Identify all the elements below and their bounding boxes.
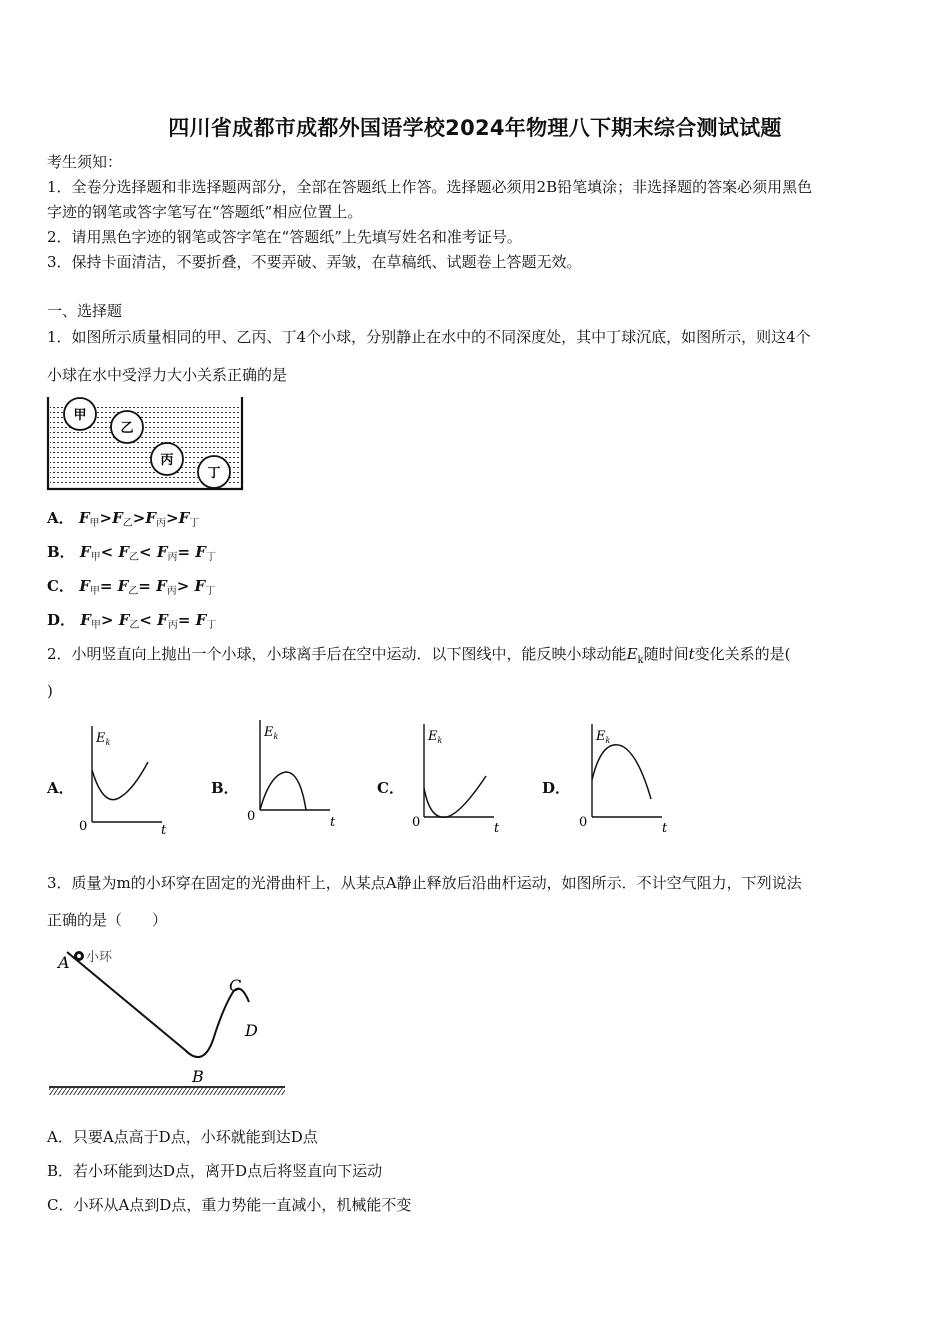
q2-graph-a[interactable] xyxy=(76,722,176,837)
q1-option-d[interactable]: D． $F_甲> F_乙< F_丙= F_丁$ xyxy=(47,611,217,631)
axis-y-label: $E_k$ xyxy=(428,729,443,745)
ball-label: 乙 xyxy=(120,421,134,436)
axis-y-label: $E_k$ xyxy=(96,731,111,747)
ring-label: 小环 xyxy=(86,950,113,965)
q2-graph-c[interactable] xyxy=(408,720,508,835)
section-heading: 一、选择题 xyxy=(47,302,123,320)
ball-label: 甲 xyxy=(73,408,87,423)
q3-curved-rod-figure xyxy=(45,940,295,1100)
axis-x-label: t xyxy=(662,821,668,835)
ground-hatch xyxy=(49,1088,285,1095)
axis-x-label: t xyxy=(330,815,336,830)
q2-stem-line1: 2．小明竖直向上抛出一个小球，小球离手后在空中运动．以下图线中，能反映小球动能$E_k$随时间t变化关系的是( xyxy=(47,645,791,666)
origin-label: 0 xyxy=(579,815,588,830)
ball-label: 丙 xyxy=(160,453,174,468)
q2-option-c-label[interactable]: C． xyxy=(377,779,404,797)
q3-option-c[interactable]: C．小环从A点到D点，重力势能一直减小，机械能不变 xyxy=(47,1196,412,1214)
q1-option-b[interactable]: B． $F_甲< F_乙< F_丙= F_丁$ xyxy=(47,543,216,563)
notice-item: 2．请用黑色字迹的钢笔或答字笔在“答题纸”上先填写姓名和准考证号。 xyxy=(47,228,522,246)
q1-option-a[interactable]: A． $F_甲>F_乙>F_丙>F_丁$ xyxy=(47,509,200,529)
ball-bing xyxy=(151,443,183,475)
point-a-label: A xyxy=(58,953,70,972)
origin-label: 0 xyxy=(412,815,421,830)
point-b-label: B xyxy=(192,1067,204,1086)
notice-heading: 考生须知： xyxy=(47,153,123,171)
axis-y-label: $E_k$ xyxy=(264,725,279,741)
curve-a xyxy=(92,762,148,800)
curve-b xyxy=(260,772,306,810)
curved-rod xyxy=(67,952,249,1057)
axis-y-label: $E_k$ xyxy=(596,729,611,745)
q3-stem-line2: 正确的是（ ） xyxy=(47,911,168,929)
q1-stem-line1: 1．如图所示质量相同的甲、乙丙、丁4个小球，分别静止在水中的不同深度处，其中丁球沉底，如图所示，则这4个 xyxy=(47,328,811,346)
q2-graph-b[interactable] xyxy=(244,716,344,831)
ball-ding xyxy=(198,456,230,488)
ball-jia xyxy=(64,398,96,430)
q1-option-c[interactable]: C． $F_甲= F_乙= F_丙> F_丁$ xyxy=(47,577,216,597)
q2-stem-line2: ) xyxy=(47,682,53,700)
q2-graph-d[interactable] xyxy=(576,720,676,835)
q2-option-a-label[interactable]: A． xyxy=(47,779,74,797)
curve-d xyxy=(592,745,651,799)
axis-x-label: t xyxy=(494,821,500,835)
axis-x-label: t xyxy=(161,823,167,837)
q2-option-b-label[interactable]: B． xyxy=(211,779,239,797)
page-title: 四川省成都市成都外国语学校2024年物理八下期末综合测试试题 xyxy=(168,116,782,140)
q3-option-b[interactable]: B．若小环能到达D点，离开D点后将竖直向下运动 xyxy=(47,1162,383,1180)
q3-option-a[interactable]: A．只要A点高于D点，小环就能到达D点 xyxy=(47,1128,318,1146)
origin-label: 0 xyxy=(247,809,256,824)
origin-label: 0 xyxy=(79,819,88,834)
notice-item: 3．保持卡面清洁，不要折叠，不要弄破、弄皱，在草稿纸、试题卷上答题无效。 xyxy=(47,253,582,271)
ball-yi xyxy=(111,411,143,443)
ball-label: 丁 xyxy=(207,466,221,481)
curve-c xyxy=(424,776,486,817)
q3-stem-line1: 3．质量为m的小环穿在固定的光滑曲杆上，从某点A静止释放后沿曲杆运动，如图所示．不计空气阻力，下列说法 xyxy=(47,874,802,892)
notice-item: 1．全卷分选择题和非选择题两部分，全部在答题纸上作答。选择题必须用2B铅笔填涂；非选择题的答案必须用黑色 xyxy=(47,178,813,196)
notice-item: 字迹的钢笔或答字笔写在“答题纸”相应位置上。 xyxy=(47,203,363,221)
point-d-label: D xyxy=(245,1021,258,1040)
q1-water-figure xyxy=(45,395,247,495)
q2-option-d-label[interactable]: D． xyxy=(542,779,571,797)
point-c-label: C xyxy=(229,976,242,995)
q1-stem-line2: 小球在水中受浮力大小关系正确的是 xyxy=(47,366,288,384)
